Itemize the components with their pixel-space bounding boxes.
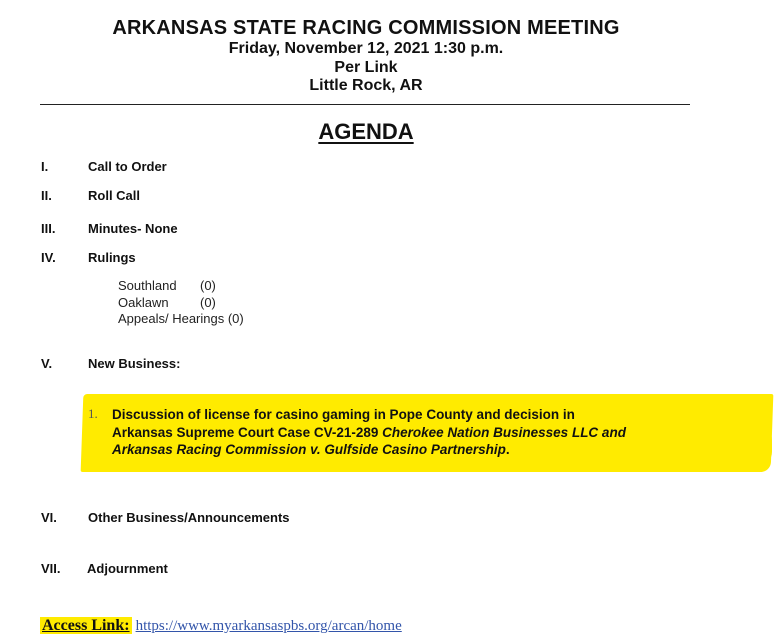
case-name-italic-cont: Arkansas Racing Commission v. Gulfside Casino Partnership — [112, 442, 506, 457]
case-name-period: . — [505, 442, 510, 457]
access-link-url[interactable]: https://www.myarkansaspbs.org/arcan/home — [135, 618, 402, 634]
new-business-item-text — [112, 406, 712, 459]
new-business-line-1: Discussion of license for casino gaming in Pope County and decision in — [112, 407, 575, 422]
new-business-item-number: 1. — [88, 406, 98, 421]
meeting-title: ARKANSAS STATE RACING COMMISSION MEETING — [112, 17, 620, 39]
case-number-text: Arkansas Supreme Court Case CV-21-289 — [112, 424, 383, 440]
access-link-label: Access Link: — [42, 617, 130, 634]
new-business-line-2 — [112, 424, 712, 442]
ruling-appeals: Appeals/ Hearings (0) — [118, 311, 244, 326]
item-roll-call: Roll Call — [88, 188, 141, 203]
item-new-business: New Business: — [88, 356, 181, 371]
item-minutes: Minutes- None — [88, 221, 178, 236]
meeting-date: Friday, November 12, 2021 1:30 p.m. — [228, 40, 504, 57]
item-number: VII. — [41, 561, 61, 576]
new-business-line-3 — [112, 441, 712, 459]
item-number: V. — [41, 356, 53, 371]
item-call-to-order: Call to Order — [88, 159, 167, 174]
ruling-oaklawn-count: (0) — [200, 295, 216, 310]
ruling-oaklawn: Oaklawn — [118, 295, 169, 310]
item-number: III. — [41, 221, 56, 236]
agenda-heading: AGENDA — [318, 119, 414, 144]
item-number: II. — [41, 188, 52, 203]
item-number: VI. — [41, 510, 57, 525]
meeting-city: Little Rock, AR — [309, 77, 423, 94]
ruling-southland: Southland — [118, 278, 177, 293]
header-divider — [40, 104, 690, 105]
item-number: IV. — [41, 250, 56, 265]
item-rulings: Rulings — [88, 250, 136, 265]
case-name-italic: Cherokee Nation Businesses LLC and — [382, 424, 626, 440]
item-number: I. — [41, 159, 49, 174]
item-adjournment: Adjournment — [87, 561, 168, 576]
access-line — [40, 617, 402, 635]
meeting-mode: Per Link — [334, 59, 398, 76]
item-other-business: Other Business/Announcements — [88, 510, 290, 525]
ruling-southland-count: (0) — [200, 278, 216, 293]
